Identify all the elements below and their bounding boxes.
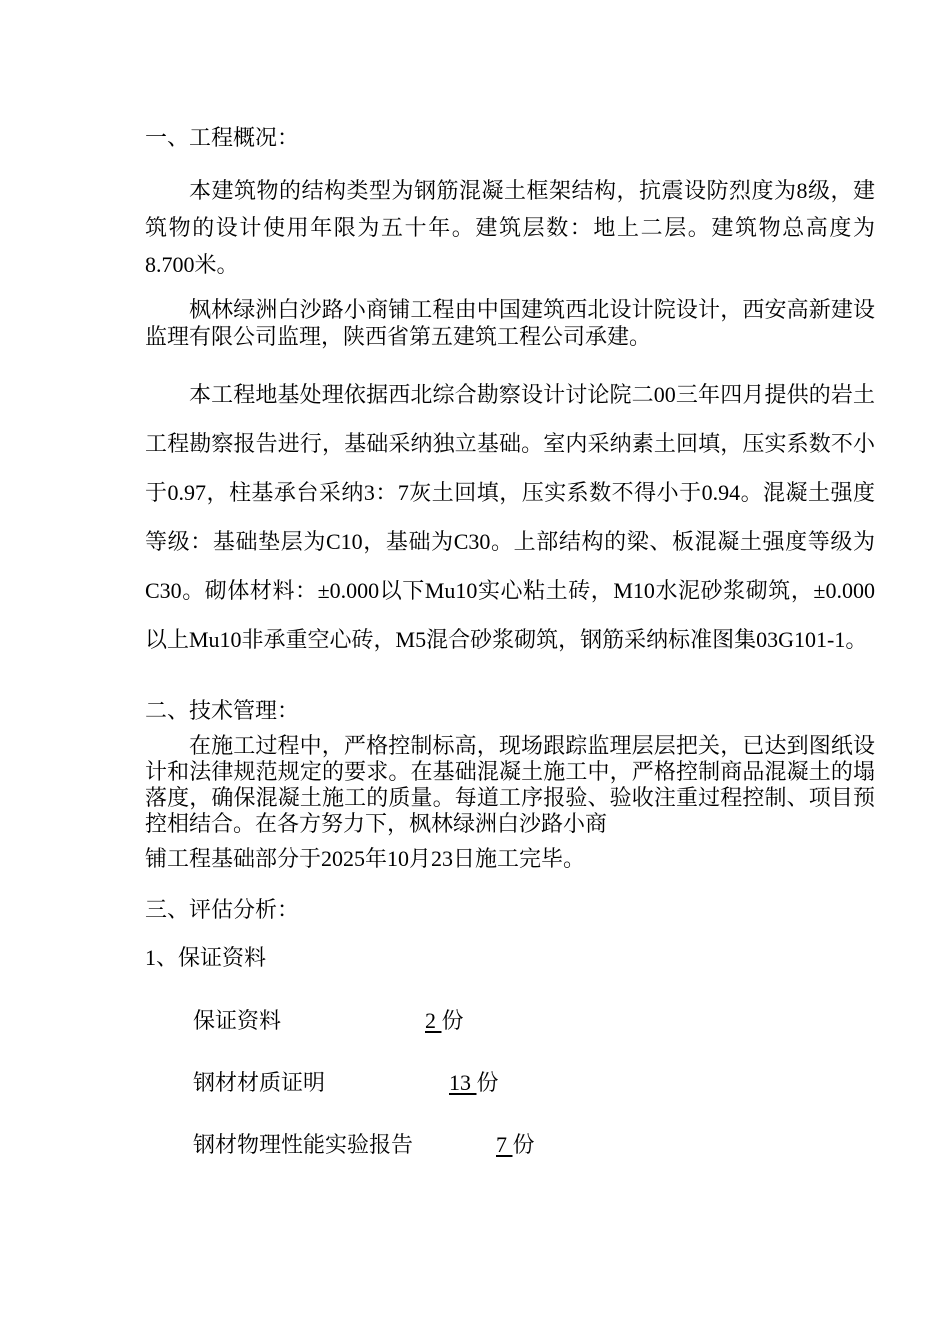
subheading-guarantee-docs: 1、保证资料 — [145, 945, 267, 970]
quantity-unit: 份 — [512, 1132, 535, 1157]
section-heading-technical: 二、技术管理： — [145, 698, 300, 723]
section-heading-assessment: 三、评估分析： — [145, 897, 300, 922]
technical-paragraph: 在施工过程中，严格控制标高，现场跟踪监理层层把关，已达到图纸设计和法律规范规定的要求。在基础混凝土施工中，严格控制商品混凝土的塌落度，确保混凝土施工的质量。每道工序报验、验收注重过程控制、项目预控相结合。在各方努力下，枫林绿洲白沙路小商 — [145, 733, 875, 836]
overview-paragraph-parties: 枫林绿洲白沙路小商铺工程由中国建筑西北设计院设计，西安高新建设监理有限公司监理，陕西省第五建筑工程公司承建。 — [145, 297, 875, 349]
list-item-quantity — [449, 1072, 499, 1094]
list-item-quantity — [425, 1010, 464, 1032]
quantity-value: 7 — [496, 1132, 513, 1157]
overview-paragraph-foundation: 本工程地基处理依据西北综合勘察设计讨论院二00三年四月提供的岩土工程勘察报告进行，基础采纳独立基础。室内采纳素土回填，压实系数不小于0.97，柱基承台采纳3：7灰土回填，压实系数不得小于0.94。混凝土强度等级：基础垫层为C10，基础为C30。上部结构的梁、板混凝土强度等级为C30。砌体材料：±0.000以下Mu10实心粘土砖，M10水泥砂浆砌筑，±0.000以上Mu10非承重空心砖，M5混合砂浆砌筑，钢筋采纳标准图集03G101-1。 — [145, 382, 875, 652]
quantity-value: 13 — [449, 1070, 477, 1095]
list-item-quantity — [496, 1134, 535, 1156]
quantity-unit: 份 — [441, 1008, 464, 1033]
section-heading-overview: 一、工程概况： — [145, 125, 300, 150]
technical-paragraph-last-line: 铺工程基础部分于2025年10月23日施工完毕。 — [145, 846, 586, 871]
list-item-label: 钢材物理性能实验报告 — [193, 1132, 414, 1157]
overview-paragraph-structure: 本建筑物的结构类型为钢筋混凝土框架结构，抗震设防烈度为8级，建筑物的设计使用年限为五十年。建筑层数：地上二层。建筑物总高度为8.700米。 — [145, 178, 875, 277]
quantity-value: 2 — [425, 1008, 442, 1033]
list-item-label: 保证资料 — [193, 1008, 282, 1033]
quantity-unit: 份 — [476, 1070, 499, 1095]
list-item-label: 钢材材质证明 — [193, 1070, 326, 1095]
